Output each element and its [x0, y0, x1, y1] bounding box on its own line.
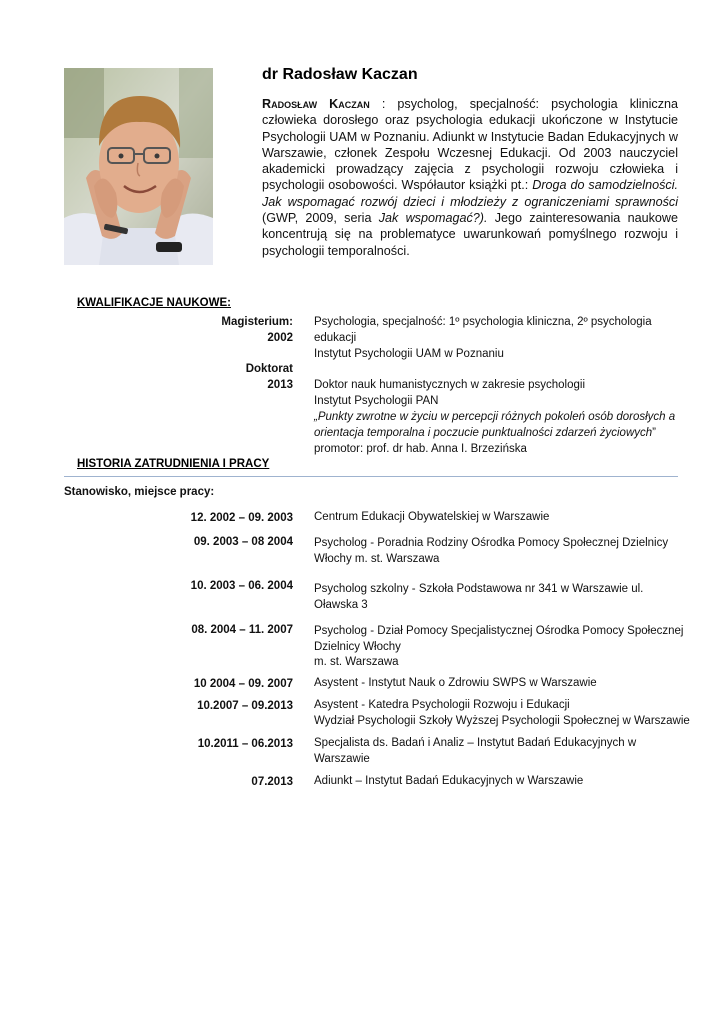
doctorate-line: Instytut Psychologii PAN	[314, 395, 439, 407]
job-description	[314, 736, 680, 767]
job-description-line: Adiunkt – Instytut Badań Edukacyjnych w Warszawie	[314, 775, 584, 787]
doctorate-label: Doktorat	[245, 363, 293, 375]
job-description-line: Psycholog - Poradnia Rodziny Ośrodka Pomocy Społecznej Dzielnicy	[314, 537, 669, 549]
biography	[262, 96, 678, 259]
doctorate-year: 2013	[267, 379, 293, 391]
doctorate-label-block	[143, 361, 293, 393]
job-description-line: Psycholog szkolny - Szkoła Podstawowa nr 341 w Warszawie ul.	[314, 583, 644, 595]
job-description-line: Psycholog - Dział Pomocy Specjalistycznej Ośrodka Pomocy Społecznej	[314, 625, 684, 637]
job-date: 10 2004 – 09. 2007	[193, 678, 293, 690]
doctorate-promoter: promotor: prof. dr hab. Anna I. Brzezińska	[314, 443, 527, 455]
bio-text-part2: (GWP, 2009, seria	[262, 211, 379, 226]
job-description-line: Włochy m. st. Warszawa	[314, 552, 440, 565]
job-description	[314, 676, 680, 692]
magister-line: Instytut Psychologii UAM w Poznaniu	[314, 348, 504, 360]
job-description-line: Warszawie	[314, 752, 370, 765]
doctorate-thesis-line-block	[314, 425, 680, 441]
job-date: 12. 2002 – 09. 2003	[190, 512, 293, 524]
magister-details	[314, 314, 680, 362]
job-description	[314, 582, 680, 613]
job-description-line: Centrum Edukacji Obywatelskiej w Warszawie	[314, 511, 550, 523]
doctorate-line: Doktor nauk humanistycznych w zakresie psychologii	[314, 379, 586, 391]
job-description-line: Asystent - Instytut Nauk o Zdrowiu SWPS w Warszawie	[314, 677, 597, 689]
employment-heading: HISTORIA ZATRUDNIENIA I PRACY	[77, 458, 270, 470]
bio-text-part1: : psycholog, specjalność: psychologia kliniczna człowieka dorosłego oraz psychologia edukacji ukończone w Instytucie Psychologii UAM w Poznaniu. Adiunkt w Instytucie Badan Edukacyjnych w Warszawie, członek Zespołu Wczesnej Edukacji. Od 2003 nauczyciel akademicki prowadzący zajęcia z psychologii rozwoju człowieka i psychologii osobowości. Współautor książki pt.:	[262, 97, 678, 193]
magister-label: Magisterium:	[221, 316, 293, 328]
magister-line: Psychologia, specjalność: 1º psychologia kliniczna, 2º psychologia	[314, 316, 652, 328]
profile-photo	[64, 68, 213, 265]
job-date: 10.2011 – 06.2013	[197, 738, 293, 750]
doctorate-thesis-line: orientacja temporalna i poczucie punktualności zdarzeń życiowych	[314, 427, 653, 439]
job-description	[314, 774, 680, 790]
qualifications-heading: KWALIFIKACJE NAUKOWE:	[77, 297, 231, 309]
job-description	[314, 536, 680, 567]
job-description-line: m. st. Warszawa	[314, 656, 399, 668]
bio-series-title: Jak wspomagać?).	[378, 211, 488, 226]
portrait-image	[64, 68, 213, 265]
job-date: 08. 2004 – 11. 2007	[191, 624, 293, 636]
job-description-line: Wydział Psychologii Szkoły Wyższej Psychologii Społecznej w Warszawie	[314, 714, 690, 727]
page-title: dr Radosław Kaczan	[262, 66, 418, 83]
doctorate-details	[314, 377, 680, 457]
doctorate-thesis-quote: ”	[652, 427, 656, 439]
bio-text-part3: Jego zainteresowania naukowe koncentrują się na problematyce uwarunkowań pomyślnego rozwoju i psychologii temporalności.	[262, 211, 678, 258]
job-description-line: Oławska 3	[314, 598, 368, 611]
employment-subheading: Stanowisko, miejsce pracy:	[64, 486, 215, 498]
job-description-line: Specjalista ds. Badań i Analiz – Instytut Badań Edukacyjnych w	[314, 737, 637, 749]
magister-line: edukacji	[314, 332, 357, 344]
job-date: 07.2013	[251, 776, 293, 788]
job-date: 10.2007 – 09.2013	[197, 700, 293, 712]
bio-book-title: Droga do samodzielności. Jak wspomagać rozwój dzieci i młodzieży z ograniczeniami sprawności	[262, 178, 678, 209]
job-date: 09. 2003 – 08 2004	[193, 536, 293, 548]
job-description-line: Asystent - Katedra Psychologii Rozwoju i Edukacji	[314, 699, 570, 711]
job-description	[314, 698, 690, 729]
job-date: 10. 2003 – 06. 2004	[190, 580, 293, 592]
job-description	[314, 624, 684, 671]
section-divider	[64, 476, 678, 477]
bio-name: Radosław Kaczan	[262, 97, 370, 111]
job-description	[314, 510, 680, 526]
magister-label-block	[143, 314, 293, 346]
doctorate-thesis-line: „Punkty zwrotne w życiu w percepcji różnych pokoleń osób dorosłych a	[314, 411, 676, 423]
magister-year: 2002	[267, 332, 293, 344]
job-description-line: Dzielnicy Włochy	[314, 640, 401, 653]
